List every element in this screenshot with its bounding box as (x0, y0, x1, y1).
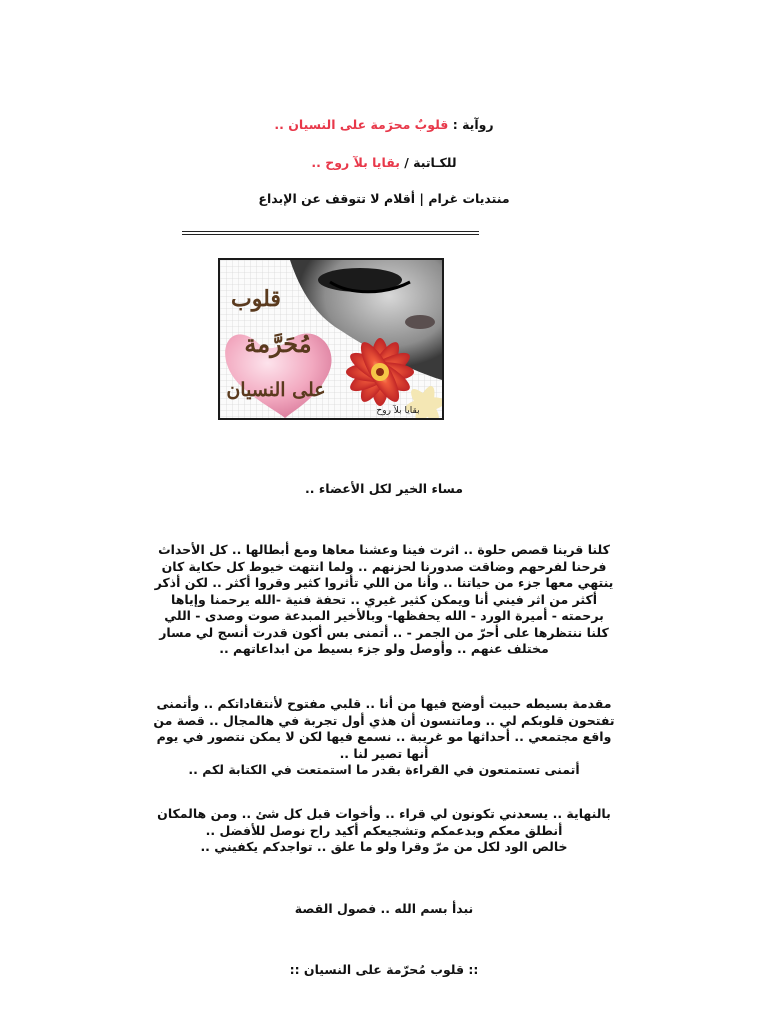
paragraph-line: كلنا قرينا قصص حلوة .. اثرت فينا وعشنا معاها ومع أبطالها .. كل الأحداث (158, 542, 610, 557)
novel-title-line (100, 116, 668, 133)
cover-title-line3: على النسيان (226, 379, 326, 401)
cover-image (218, 258, 444, 420)
double-divider (182, 231, 479, 235)
intro-paragraph (100, 542, 668, 658)
paragraph-line: بالنهاية .. يسعدني تكونون لي قراء .. وأخوات قبل كل شئ .. ومن هالمكان (157, 806, 611, 821)
about-paragraph (100, 696, 668, 779)
author-line (100, 154, 668, 171)
paragraph-line: مقدمة بسيطه حبيت أوضح فيها من أنا .. قلبي مفتوح لأنتقاداتكم .. وأتمنى (156, 696, 612, 711)
author-name: بقايا بلآ روح .. (311, 155, 400, 170)
paragraph-line: أتمنى تستمتعون في القراءة بقدر ما استمتعت في الكتابة لكم .. (188, 762, 580, 777)
chapter-heading: :: قلوب مُحرّمة على النسيان :: (289, 962, 479, 977)
paragraph-line: فرحنا لفرحهم وضاقت صدورنا لحزنهم .. ولما انتهت خيوط كل حكاية كان (161, 558, 607, 574)
forum-line: منتديات غرام | أقلام لا تتوقف عن الإبداع (258, 191, 510, 206)
paragraph-line: أكثر من اثر فيني أنا ويمكن كثير غيري .. تحفة فنية -الله يرحمنا وإياها (171, 591, 597, 607)
paragraph-line: تفتحون قلوبكم لي .. وماتنسون أن هذي أول تجربة في هالمجال .. قصة من (153, 712, 615, 728)
paragraph-line: ينتهي معها جزء من حياتنا .. وأنا من اللي تأثروا كثير وقروا أكثر .. لكن أذكر (154, 575, 614, 590)
closing-paragraph (100, 806, 668, 856)
novel-label: روآية : (452, 117, 494, 132)
paragraph-line: كلنا ننتظرها على أحرّ من الجمر - .. أتمنى بس أكون قدرت أنسج لي مسار (159, 624, 609, 640)
paragraph-line: برحمته - أميرة الورد - الله يحفظها- وبالأخير المبدعة صوت وصدى - اللي (164, 608, 604, 623)
paragraph-line: خالص الود لكل من مرّ وقرا ولو ما علق .. تواجدكم يكفيني .. (200, 839, 568, 854)
paragraph-line: واقع مجتمعي .. أحداثها مو غريبة .. نسمع فيها لكن لا يمكن نتصور في يوم (156, 729, 612, 744)
cover-signature: بقايا بلآ روح (376, 406, 420, 416)
cover-title-line2: مُحَرَّمة (244, 329, 312, 358)
paragraph-line: أنطلق معكم وبدعمكم وتشجيعكم أكيد راح نوصل للأفضل .. (205, 822, 563, 838)
start-line: نبدأ بسم الله .. فصول القصة (294, 901, 474, 916)
author-label: للكـاتبة / (404, 155, 457, 170)
novel-title: قلوبٌ محرَمة على النسيان .. (274, 117, 449, 132)
cover-title-line1: قلوب (231, 286, 281, 312)
greeting: مساء الخير لكل الأعضاء .. (305, 481, 463, 496)
paragraph-line: مختلف عنهم .. وأوصل ولو جزء بسيط من ابداعاتهم .. (219, 641, 549, 656)
paragraph-line: أنها تصير لنا .. (339, 745, 429, 761)
